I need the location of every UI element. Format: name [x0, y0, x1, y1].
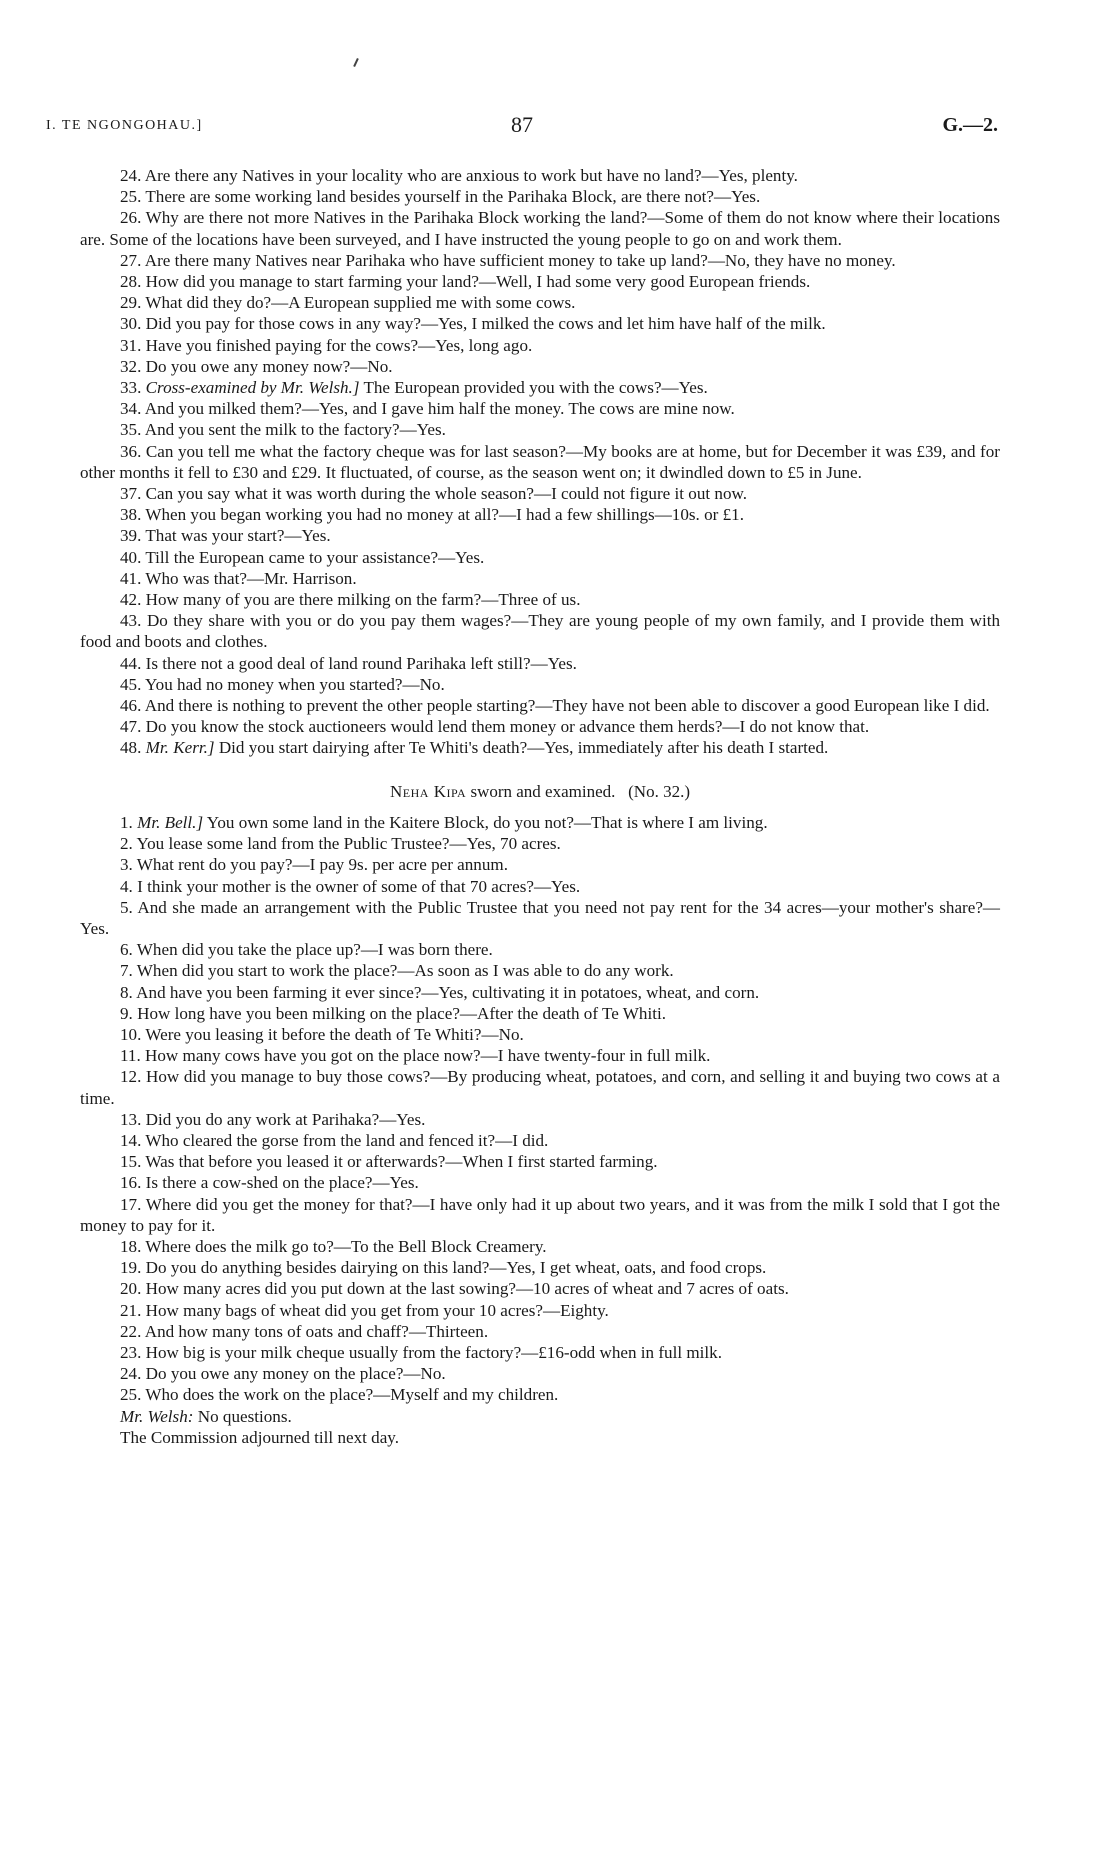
testimony-paragraph — [80, 483, 1000, 504]
question-answer-text: Do you do anything besides dairying on this land?—Yes, I get wheat, oats, and food crops. — [145, 1258, 767, 1278]
question-answer-text: Did you pay for those cows in any way?—Yes, I milked the cows and let him have half of the milk. — [145, 314, 826, 334]
testimony-paragraph — [80, 504, 1000, 525]
question-answer-text: How many of you are there milking on the farm?—Three of us. — [145, 590, 581, 610]
question-number: 20. — [120, 1279, 142, 1299]
testimony-paragraph — [80, 737, 1000, 758]
witness-name: Neha Kipa — [390, 781, 467, 801]
question-number: 47. — [120, 717, 142, 737]
question-number: 25. — [120, 187, 142, 207]
question-number: 37. — [120, 484, 142, 504]
question-number: 33. — [120, 378, 142, 398]
testimony-paragraph — [80, 271, 1000, 292]
question-number: 25. — [120, 1385, 142, 1405]
testimony-paragraph — [80, 356, 1000, 377]
question-number: 8. — [120, 982, 133, 1002]
testimony-paragraph — [80, 398, 1000, 419]
testimony-paragraph — [80, 250, 1000, 271]
closing-speaker: Mr. Welsh: — [120, 1406, 194, 1426]
testimony-paragraph — [80, 1300, 1000, 1321]
question-answer-text: How did you manage to start farming your land?—Well, I had some very good European friends. — [145, 272, 811, 292]
question-number: 17. — [120, 1194, 142, 1214]
closing-remark — [80, 1406, 1000, 1427]
question-number: 29. — [120, 293, 142, 313]
question-answer-text: How many acres did you put down at the last sowing?—10 acres of wheat and 7 acres of oats. — [145, 1279, 789, 1299]
testimony-paragraph — [80, 207, 1000, 249]
question-number: 30. — [120, 314, 142, 334]
testimony-paragraph — [80, 1130, 1000, 1151]
question-answer-text: Where does the milk go to?—To the Bell Block Creamery. — [145, 1236, 547, 1256]
testimony-paragraph — [80, 1066, 1000, 1108]
question-number: 34. — [120, 399, 142, 419]
question-answer-text: And how many tons of oats and chaff?—Thirteen. — [144, 1321, 489, 1341]
testimony-paragraph — [80, 589, 1000, 610]
question-number: 12. — [120, 1067, 142, 1087]
testimony-paragraph — [80, 674, 1000, 695]
question-number: 19. — [120, 1258, 142, 1278]
testimony-paragraph — [80, 313, 1000, 334]
closing-text: No questions. — [197, 1406, 292, 1426]
question-answer-text: I think your mother is the owner of some of that 70 acres?—Yes. — [137, 876, 581, 896]
testimony-paragraph — [80, 1024, 1000, 1045]
testimony-paragraph — [80, 1363, 1000, 1384]
testimony-paragraph — [80, 1342, 1000, 1363]
question-number: 10. — [120, 1024, 142, 1044]
testimony-paragraph — [80, 1045, 1000, 1066]
question-number: 15. — [120, 1152, 142, 1172]
question-number: 14. — [120, 1130, 142, 1150]
question-answer-text: Do you owe any money now?—No. — [145, 356, 393, 376]
question-answer-text: And she made an arrangement with the Public Trustee that you need not pay rent for the 34 acres—your mother's share?—Yes. — [80, 897, 1000, 938]
speaker-label: Mr. Kerr.] — [145, 738, 215, 758]
question-number: 31. — [120, 335, 142, 355]
speaker-label: Mr. Bell.] — [137, 812, 204, 832]
question-answer-text: There are some working land besides yourself in the Parihaka Block, are there not?—Yes. — [145, 187, 761, 207]
testimony-paragraph — [80, 653, 1000, 674]
question-answer-text: That was your start?—Yes. — [145, 526, 331, 546]
question-answer-text: Why are there not more Natives in the Parihaka Block working the land?—Some of them do not know where their locations are. Some of the locations have been surveyed, and I have instructed the young people to go on and work them. — [80, 208, 1000, 249]
question-answer-text: How did you manage to buy those cows?—By producing wheat, potatoes, and corn, and selling it and buying two cows at a time. — [80, 1067, 1000, 1108]
question-answer-text: When did you start to work the place?—As soon as I was able to do any work. — [136, 961, 674, 981]
testimony-paragraph — [80, 419, 1000, 440]
question-answer-text: Can you say what it was worth during the whole season?—I could not figure it out now. — [145, 484, 747, 504]
question-number: 23. — [120, 1342, 142, 1362]
question-answer-text: And have you been farming it ever since?—Yes, cultivating it in potatoes, wheat, and corn. — [136, 982, 760, 1002]
question-answer-text: Who does the work on the place?—Myself and my children. — [145, 1385, 559, 1405]
testimony-paragraph — [80, 441, 1000, 483]
question-number: 36. — [120, 441, 142, 461]
testimony-paragraph — [80, 1278, 1000, 1299]
question-number: 40. — [120, 547, 142, 567]
question-number: 21. — [120, 1300, 142, 1320]
question-answer-text: Do you know the stock auctioneers would lend them money or advance them herds?—I do not know that. — [145, 717, 870, 737]
testimony-paragraph — [80, 610, 1000, 652]
question-answer-text: How many bags of wheat did you get from your 10 acres?—Eighty. — [145, 1300, 609, 1320]
testimony-paragraph — [80, 186, 1000, 207]
question-number: 18. — [120, 1236, 142, 1256]
question-number: 43. — [120, 611, 142, 631]
question-answer-text: You lease some land from the Public Trustee?—Yes, 70 acres. — [136, 834, 561, 854]
speaker-label: Cross-examined by Mr. Welsh.] — [145, 378, 360, 398]
question-answer-text: Is there not a good deal of land round Parihaka left still?—Yes. — [145, 653, 577, 673]
question-number: 27. — [120, 250, 142, 270]
testimony-paragraph — [80, 335, 1000, 356]
testimony-paragraph — [80, 1003, 1000, 1024]
question-number: 35. — [120, 420, 142, 440]
question-number: 24. — [120, 1364, 142, 1384]
testimony-paragraph — [80, 525, 1000, 546]
page-number: 87 — [511, 112, 533, 137]
question-number: 44. — [120, 653, 142, 673]
question-answer-text: And you milked them?—Yes, and I gave him half the money. The cows are mine now. — [144, 399, 735, 419]
testimony-section-1 — [80, 165, 1000, 759]
question-number: 11. — [120, 1046, 141, 1066]
question-answer-text: When did you take the place up?—I was born there. — [136, 940, 493, 960]
question-number: 16. — [120, 1173, 142, 1193]
testimony-paragraph — [80, 568, 1000, 589]
question-number: 3. — [120, 855, 133, 875]
testimony-paragraph — [80, 854, 1000, 875]
witness-heading — [80, 781, 1000, 802]
question-answer-text: Are there many Natives near Parihaka who have sufficient money to take up land?—No, they have no money. — [144, 250, 896, 270]
question-answer-text: How many cows have you got on the place now?—I have twenty-four in full milk. — [145, 1046, 711, 1066]
testimony-paragraph — [80, 1109, 1000, 1130]
question-answer-text: How long have you been milking on the place?—After the death of Te Whiti. — [137, 1003, 666, 1023]
question-answer-text: How big is your milk cheque usually from the factory?—£16-odd when in full milk. — [145, 1342, 722, 1362]
testimony-paragraph — [80, 547, 1000, 568]
question-number: 48. — [120, 738, 142, 758]
testimony-section-2 — [80, 812, 1000, 1406]
question-answer-text: What did they do?—A European supplied me with some cows. — [145, 293, 576, 313]
testimony-paragraph — [80, 1172, 1000, 1193]
question-answer-text: Till the European came to your assistance?—Yes. — [145, 547, 485, 567]
testimony-paragraph — [80, 876, 1000, 897]
question-answer-text: What rent do you pay?—I pay 9s. per acre per annum. — [136, 855, 508, 875]
testimony-paragraph — [80, 716, 1000, 737]
question-answer-text: Have you finished paying for the cows?—Yes, long ago. — [145, 335, 533, 355]
question-number: 26. — [120, 208, 142, 228]
question-answer-text: Who cleared the gorse from the land and fenced it?—I did. — [145, 1130, 549, 1150]
question-answer-text: Do they share with you or do you pay them wages?—They are young people of my own family, and I provide them with food and boots and clothes. — [80, 611, 1000, 652]
testimony-paragraph — [80, 939, 1000, 960]
question-answer-text: Where did you get the money for that?—I have only had it up about two years, and it was from the milk I sold that I got the money to pay for it. — [80, 1194, 1000, 1235]
question-number: 46. — [120, 696, 142, 716]
question-number: 5. — [120, 897, 133, 917]
question-number: 13. — [120, 1109, 142, 1129]
testimony-paragraph — [80, 1257, 1000, 1278]
header-section-label: I. TE NGONGOHAU.] — [46, 118, 203, 133]
question-number: 45. — [120, 674, 142, 694]
testimony-paragraph — [80, 1151, 1000, 1172]
page-header — [46, 112, 998, 142]
question-number: 24. — [120, 166, 142, 185]
testimony-paragraph — [80, 960, 1000, 981]
question-number: 39. — [120, 526, 142, 546]
testimony-paragraph — [80, 292, 1000, 313]
question-answer-text: Can you tell me what the factory cheque was for last season?—My books are at home, but for December it was £39, and for other months it fell to £30 and £29. It fluctuated, of course, as the season went on; it dwindled down to £5 in June. — [80, 441, 1000, 482]
question-number: 7. — [120, 961, 133, 981]
question-number: 22. — [120, 1321, 142, 1341]
testimony-paragraph — [80, 1194, 1000, 1236]
question-answer-text: Did you start dairying after Te Whiti's death?—Yes, immediately after his death I started. — [218, 738, 829, 758]
testimony-paragraph — [80, 1384, 1000, 1405]
question-answer-text: The European provided you with the cows?—Yes. — [363, 378, 708, 398]
question-number: 2. — [120, 834, 133, 854]
testimony-paragraph — [80, 982, 1000, 1003]
question-number: 41. — [120, 568, 142, 588]
question-number: 6. — [120, 940, 133, 960]
testimony-paragraph — [80, 377, 1000, 398]
stray-mark — [353, 58, 359, 67]
adjournment-text: The Commission adjourned till next day. — [120, 1427, 399, 1447]
testimony-paragraph — [80, 1321, 1000, 1342]
question-answer-text: Do you owe any money on the place?—No. — [145, 1364, 446, 1384]
question-number: 9. — [120, 1003, 133, 1023]
question-answer-text: Who was that?—Mr. Harrison. — [145, 568, 357, 588]
question-answer-text: You own some land in the Kaitere Block, do you not?—That is where I am living. — [206, 812, 768, 832]
question-answer-text: You had no money when you started?—No. — [145, 674, 445, 694]
question-answer-text: Was that before you leased it or afterwards?—When I first started farming. — [145, 1152, 658, 1172]
question-number: 42. — [120, 590, 142, 610]
question-answer-text: When you began working you had no money at all?—I had a few shillings—10s. or £1. — [145, 505, 744, 525]
testimony-paragraph — [80, 833, 1000, 854]
question-number: 32. — [120, 356, 142, 376]
testimony-paragraph — [80, 897, 1000, 939]
question-number: 1. — [120, 812, 133, 832]
question-answer-text: Were you leasing it before the death of Te Whiti?—No. — [145, 1024, 524, 1044]
question-number: 28. — [120, 272, 142, 292]
question-answer-text: Is there a cow-shed on the place?—Yes. — [145, 1173, 419, 1193]
witness-number: (No. 32.) — [628, 781, 690, 801]
question-answer-text: Are there any Natives in your locality who are anxious to work but have no land?—Yes, plenty. — [144, 166, 798, 185]
question-number: 38. — [120, 505, 142, 525]
document-body — [80, 165, 1000, 1448]
witness-heading-text: sworn and examined. — [470, 781, 616, 801]
question-answer-text: And you sent the milk to the factory?—Yes. — [144, 420, 446, 440]
testimony-paragraph — [80, 695, 1000, 716]
adjournment-line — [80, 1427, 1000, 1448]
testimony-paragraph — [80, 1236, 1000, 1257]
question-answer-text: And there is nothing to prevent the other people starting?—They have not been able to discover a good European like I did. — [144, 696, 990, 716]
header-series-code: G.—2. — [942, 114, 998, 136]
question-number: 4. — [120, 876, 133, 896]
testimony-paragraph — [80, 165, 1000, 186]
testimony-paragraph — [80, 812, 1000, 833]
question-answer-text: Did you do any work at Parihaka?—Yes. — [145, 1109, 426, 1129]
